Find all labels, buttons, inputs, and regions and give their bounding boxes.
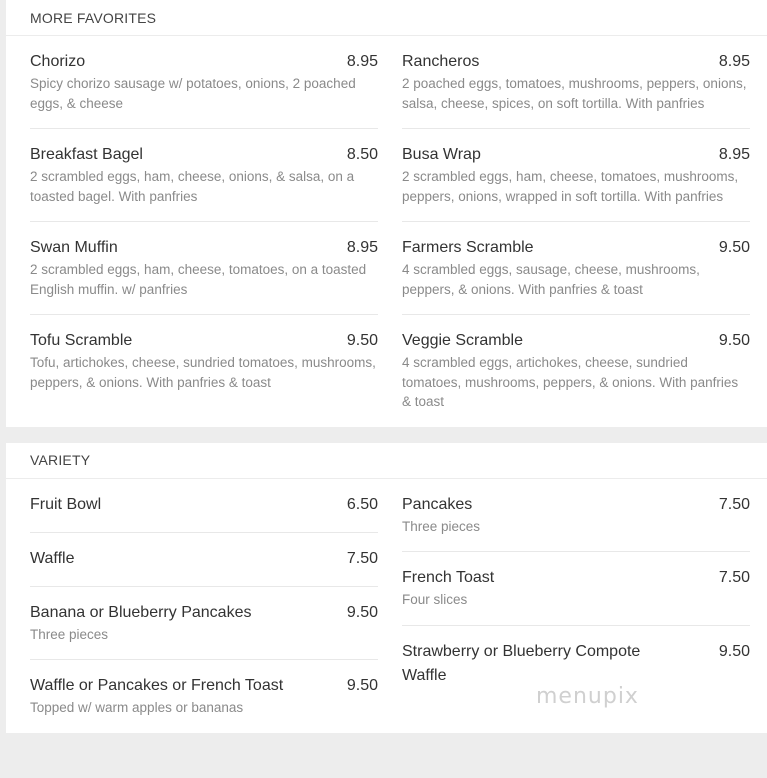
item-price: 9.50: [718, 642, 750, 660]
menu-item: [402, 129, 750, 222]
menu-section-variety: [6, 443, 767, 733]
menu-item: [402, 315, 750, 427]
item-description: 4 scrambled eggs, artichokes, cheese, sundried tomatoes, mushrooms, peppers, & onions. With panfries & toast: [402, 355, 739, 409]
item-name: Veggie Scramble: [402, 332, 523, 349]
item-price: 6.50: [346, 495, 378, 513]
item-name: Breakfast Bagel: [30, 146, 143, 163]
item-description: 2 scrambled eggs, ham, cheese, tomatoes, mushrooms, peppers, onions, wrapped in soft tortilla. With panfries: [402, 169, 739, 204]
item-name: Rancheros: [402, 53, 480, 70]
menu-item: [30, 479, 378, 533]
item-description: Four slices: [402, 592, 468, 607]
menu-item: [402, 36, 750, 129]
menu-item: [30, 660, 378, 733]
menu-item: [30, 533, 378, 587]
item-description: Topped w/ warm apples or bananas: [30, 700, 244, 715]
menu-item: [30, 587, 378, 661]
item-price: 7.50: [718, 569, 750, 586]
item-name: Farmers Scramble: [402, 239, 534, 256]
menu-item: [402, 222, 750, 315]
item-price: 8.95: [346, 53, 378, 70]
item-description: 2 poached eggs, tomatoes, mushrooms, peppers, onions, salsa, cheese, spices, on soft tortilla. With panfries: [402, 76, 747, 111]
item-price: 9.50: [718, 332, 750, 349]
item-name: Pancakes: [402, 495, 473, 513]
item-name: Chorizo: [30, 53, 86, 70]
item-name: Swan Muffin: [30, 239, 118, 256]
menu-item: [402, 552, 750, 626]
item-description: 2 scrambled eggs, ham, cheese, onions, & salsa, on a toasted bagel. With panfries: [30, 169, 355, 204]
item-name: Waffle or Pancakes or French Toast: [30, 677, 284, 694]
menu-column-left: [30, 479, 378, 733]
menu-item: [30, 222, 378, 315]
menu-item: [402, 479, 750, 553]
item-price: 7.50: [718, 495, 750, 513]
menu-item: [30, 315, 378, 407]
menu-column-right: [402, 36, 750, 427]
item-description: Three pieces: [30, 626, 109, 642]
section-divider: [0, 427, 767, 443]
item-price: 8.95: [346, 239, 378, 256]
item-description: Spicy chorizo sausage w/ potatoes, onions, 2 poached eggs, & cheese: [30, 76, 356, 111]
menu-section-more-favorites: [6, 0, 767, 427]
item-description: Three pieces: [402, 518, 481, 534]
item-price: 9.50: [346, 677, 378, 694]
item-description: Tofu, artichokes, cheese, sundried tomatoes, mushrooms, peppers, & onions. With panfries & toast: [30, 355, 376, 390]
item-price: 9.50: [346, 332, 378, 349]
menu-column-left: [30, 36, 378, 427]
item-name: Waffle: [30, 549, 75, 567]
menu-item: [30, 36, 378, 129]
item-name: French Toast: [402, 569, 495, 586]
item-name: Fruit Bowl: [30, 495, 102, 513]
item-name: Banana or Blueberry Pancakes: [30, 603, 252, 621]
section-title: VARIETY: [6, 443, 767, 479]
item-price: 7.50: [346, 549, 378, 567]
item-name: Strawberry or Blueberry Compote Waffle: [402, 642, 641, 684]
item-price: 8.50: [346, 146, 378, 163]
watermark-logo: menupix: [536, 684, 639, 709]
item-price: 9.50: [718, 239, 750, 256]
section-title: MORE FAVORITES: [6, 0, 767, 36]
item-price: 8.95: [718, 53, 750, 70]
item-description: 4 scrambled eggs, sausage, cheese, mushrooms, peppers, & onions. With panfries & toast: [402, 262, 700, 297]
item-price: 9.50: [346, 603, 378, 621]
item-name: Busa Wrap: [402, 146, 481, 163]
item-name: Tofu Scramble: [30, 332, 133, 349]
item-price: 8.95: [718, 146, 750, 163]
item-description: 2 scrambled eggs, ham, cheese, tomatoes, on a toasted English muffin. w/ panfries: [30, 262, 367, 297]
menu-item: [30, 129, 378, 222]
